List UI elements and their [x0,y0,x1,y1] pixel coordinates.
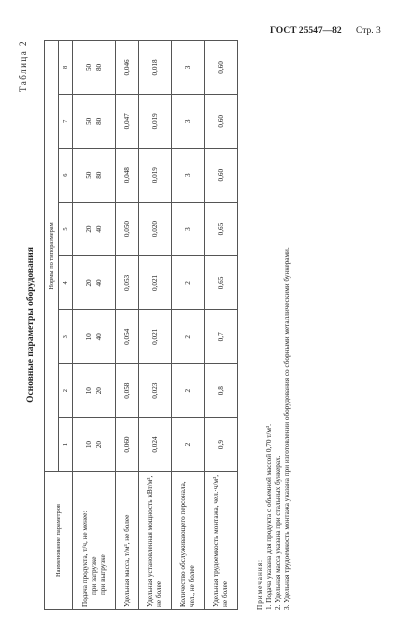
cell-value: 50 80 [85,63,103,72]
cell: 0,048 [116,148,139,202]
cell: 0,9 [205,418,238,472]
row-name-main: Подача продукта, т/ч, не менее: [80,510,89,607]
name-column-header: Наименование параметров [45,472,73,610]
cell-value: 20 40 [85,279,103,287]
col-number: 8 [59,41,73,95]
col-number: 2 [59,364,73,418]
col-number: 6 [59,148,73,202]
col-number: 1 [59,418,73,472]
cell-value: 10 20 [85,440,103,449]
cell [73,418,116,472]
cell: 2 [172,256,205,310]
cell: 0,021 [139,256,172,310]
cell: 3 [172,202,205,256]
cell: 2 [172,364,205,418]
cell: 0,020 [139,202,172,256]
table-label: Таблица 2 [18,40,28,92]
note-item: 1. Подача указана для продукта с объемной массой 0,70 т/м³. [265,424,273,610]
cell: 0,60 [205,41,238,95]
cell-value: 10 40 [85,333,103,341]
rotated-table-block [18,40,310,610]
notes [256,40,292,610]
row-name: Удельная установленная мощность кВт/м³, не более [139,472,172,610]
table-row [73,41,116,610]
cell: 0,019 [139,148,172,202]
table-title: Основные параметры оборудования [26,247,36,403]
col-number: 3 [59,310,73,364]
row-name-sub: при выгрузке [98,554,107,595]
cell [73,94,116,148]
cell: 3 [172,94,205,148]
cell: 0,018 [139,41,172,95]
cell [73,202,116,256]
row-name: Удельная трудоемкость монтажа, чел.·ч/м³, не более [205,472,238,610]
cell: 0,65 [205,256,238,310]
parameters-table [44,40,238,610]
cell: 2 [172,310,205,364]
cell: 0,60 [205,148,238,202]
cell: 0,058 [116,364,139,418]
col-number: 4 [59,256,73,310]
cell: 0,054 [116,310,139,364]
row-name [73,472,116,610]
cell: 0,023 [139,364,172,418]
cell: 0,050 [116,202,139,256]
row-name: Количество обслуживающего персонала, чел., не более [172,472,205,610]
cell: 2 [172,418,205,472]
cell: 3 [172,41,205,95]
cell: 0,65 [205,202,238,256]
cell: 3 [172,148,205,202]
row-name: Удельная масса, т/м³, не более [116,472,139,610]
cell: 0,019 [139,94,172,148]
page-number: Стр. 3 [356,26,381,36]
table-row [116,41,139,610]
cell: 0,046 [116,41,139,95]
cell: 0,024 [139,418,172,472]
header-row [45,41,59,610]
col-number: 7 [59,94,73,148]
page-header [270,26,381,36]
cell: 0,7 [205,310,238,364]
group-column-header: Нормы по типоразмерам [45,41,59,472]
row-name-sub: при загрузке [89,556,98,595]
cell [73,310,116,364]
cell: 0,60 [205,94,238,148]
cell: 0,060 [116,418,139,472]
cell-value: 10 20 [85,387,103,395]
cell: 0,053 [116,256,139,310]
table-row [205,41,238,610]
table-row [139,41,172,610]
cell-value: 50 80 [85,117,103,125]
cell-value: 20 40 [85,225,103,233]
cell: 0,047 [116,94,139,148]
col-number: 5 [59,202,73,256]
standard-code: ГОСТ 25547—82 [270,26,342,36]
cell: 0,021 [139,310,172,364]
note-item: 2. Удельная масса указана при стальных бункерах. [274,455,282,610]
notes-heading: Примечания: [256,559,264,610]
table-row [172,41,205,610]
cell-value: 50 80 [85,171,103,179]
cell [73,364,116,418]
note-item: 3. Удельная трудоемкость монтажа указана при изготовлении оборудования со сборными металлическими бункерами. [283,247,291,610]
cell [73,256,116,310]
cell [73,41,116,95]
cell: 0,8 [205,364,238,418]
cell [73,148,116,202]
